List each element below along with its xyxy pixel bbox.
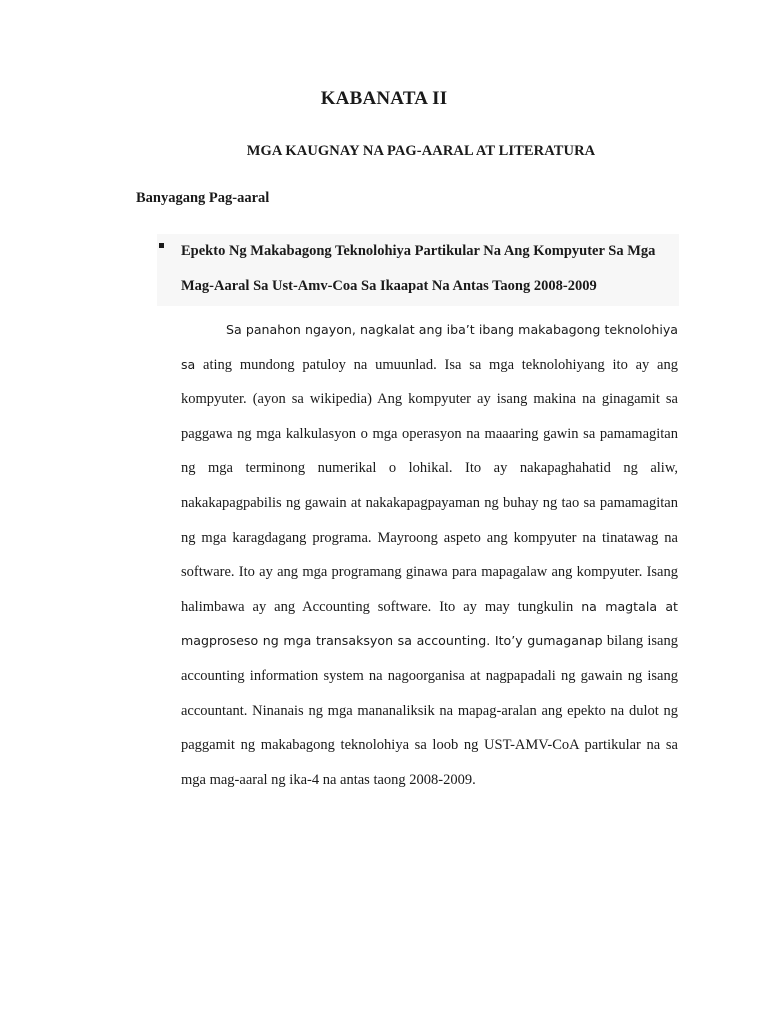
section-title: MGA KAUGNAY NA PAG-AARAL AT LITERATURA <box>246 143 596 159</box>
paragraph-text-part-4: bilang isang accounting information system na nagoorganisa at nagpapadali ng gawain ng isang accountant. Ninanais ng mga mananaliksik na mapag-aralan ang epekto na dulot ng paggamit ng makabagong teknolohiya sa loob ng UST-AMV-CoA partikular na sa mga mag-aaral ng ika-4 na antas taong 2008-2009. <box>181 633 678 788</box>
paragraph-text-part-3: na magtala at magproseso ng mga transaksyon sa accounting. Ito’y gumaganap <box>181 598 678 649</box>
body-paragraph <box>181 313 678 797</box>
paragraph-text-part-2: ating mundong patuloy na umuunlad. Isa sa mga teknolohiyang ito ay ang kompyuter. (ayon sa wikipedia) Ang kompyuter ay isang makina na ginagamit sa paggawa ng mga kalkulasyon o mga operasyon na maaaring gawin sa pamamagitan ng mga terminong numerikal o lohikal. Ito ay nakapaghahatid ng aliw, nakakapagpabilis ng gawain at nakakapagpayaman ng buhay ng tao sa pamamagitan ng mga karagdagang programa. Mayroong aspeto ang kompyuter na tinatawag na software. Ito ay ang mga programang ginawa para mapagalaw ang kompyuter. Isang halimbawa ay ang Accounting software. Ito ay may tungkulin <box>181 356 678 615</box>
square-bullet-icon <box>159 243 164 248</box>
study-title: Epekto Ng Makabagong Teknolohiya Partikular Na Ang Kompyuter Sa Mga Mag-Aaral Sa Ust-Amv-Coa Sa Ikaapat Na Antas Taong 2008-2009 <box>181 243 656 294</box>
study-list-item <box>157 234 679 306</box>
chapter-title: KABANATA II <box>320 88 448 109</box>
paragraph-text-part-1: Sa panahon ngayon, nagkalat ang iba’t ibang makabagong teknolohiya sa <box>181 322 678 372</box>
subsection-title: Banyagang Pag-aaral <box>136 190 270 206</box>
